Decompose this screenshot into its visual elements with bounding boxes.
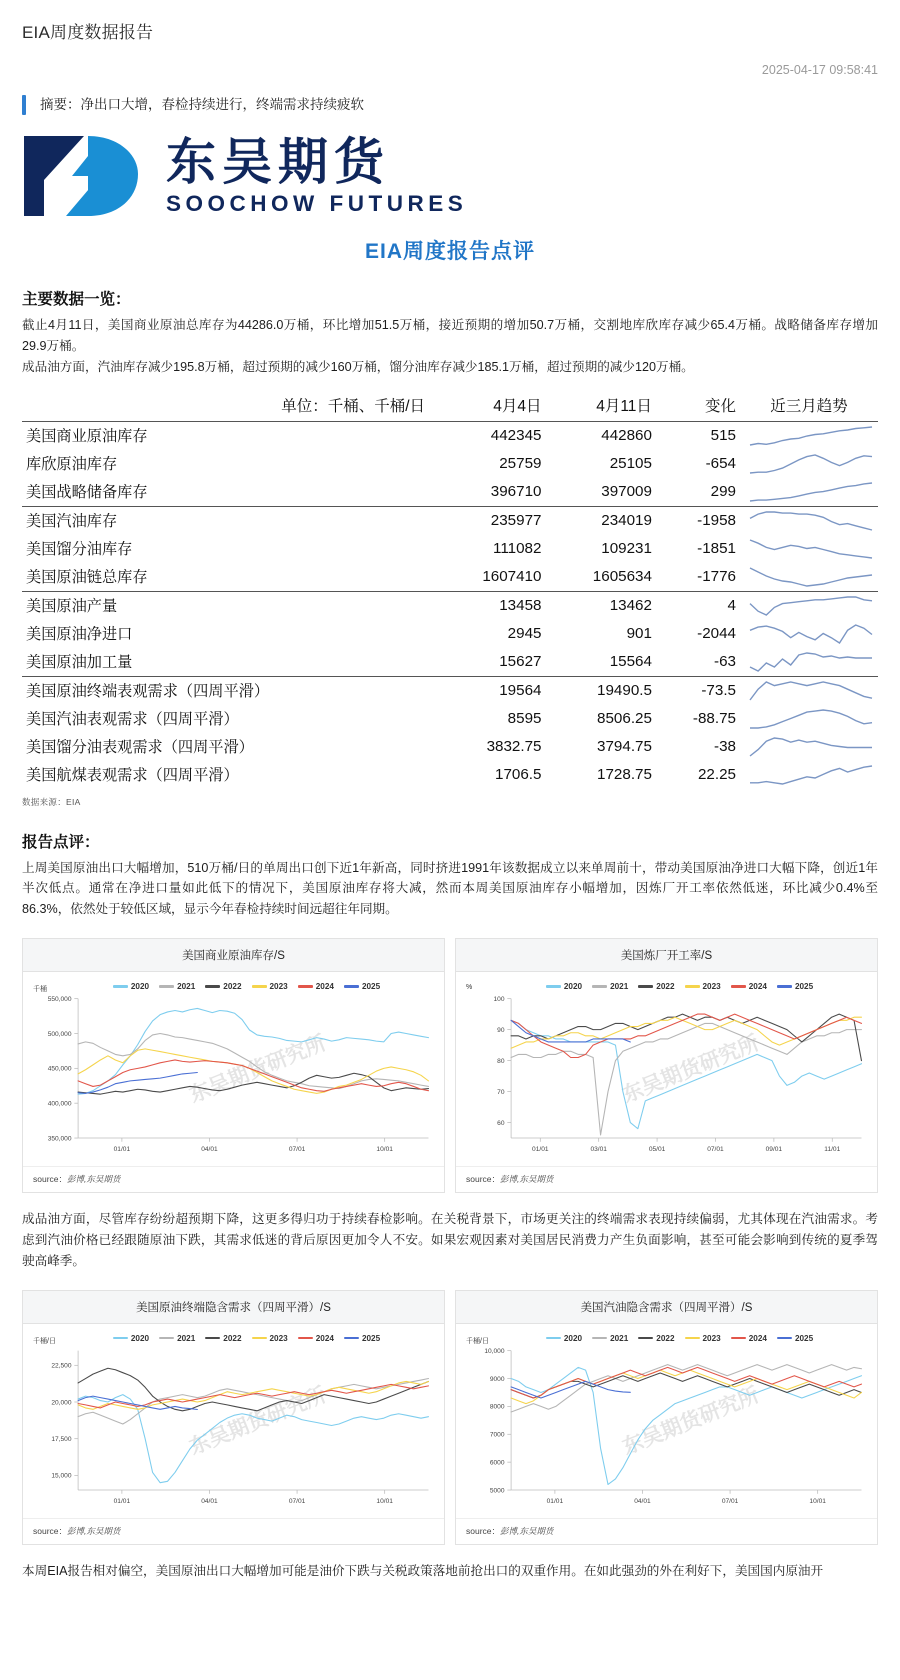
legend-item[interactable]: [685, 982, 721, 991]
row-value-date2: 442860: [601, 427, 652, 445]
row-trend-sparkline: [740, 478, 878, 507]
svg-text:07/01: 07/01: [721, 1497, 739, 1505]
chart-title: 美国原油终端隐含需求（四周平滑）/S: [23, 1291, 444, 1324]
svg-text:09/01: 09/01: [765, 1146, 783, 1154]
table-row: [22, 733, 878, 761]
chart-source-note: source：彭博,东吴期货: [456, 1166, 877, 1192]
chart-card: [455, 938, 878, 1194]
legend-swatch: [205, 1337, 220, 1339]
row-value-date2: 1728.75: [597, 766, 652, 784]
svg-text:10/01: 10/01: [376, 1146, 393, 1154]
row-value-date2: 234019: [601, 512, 652, 530]
chart-plot-area: [456, 972, 877, 1167]
chart-row-bottom: [22, 1290, 878, 1546]
chart-title: 美国炼厂开工率/S: [456, 939, 877, 972]
legend-swatch: [159, 985, 174, 987]
row-trend-sparkline: [740, 450, 878, 478]
svg-text:04/01: 04/01: [201, 1146, 218, 1154]
legend-label: 2024: [748, 981, 767, 991]
legend-item[interactable]: [159, 982, 195, 991]
legend-label: 2023: [702, 1333, 721, 1343]
row-trend-sparkline: [740, 761, 878, 789]
row-value-date2: 25105: [609, 455, 652, 473]
row-value-change: -38: [714, 738, 736, 756]
legend-swatch: [638, 1337, 653, 1339]
legend-item[interactable]: [685, 1334, 721, 1343]
legend-item[interactable]: [731, 1334, 767, 1343]
row-trend-sparkline: [740, 421, 878, 450]
chart-y-unit-label: %: [466, 983, 473, 991]
soochow-logo-icon: [22, 134, 152, 218]
legend-item[interactable]: [592, 1334, 628, 1343]
column-header-change: 变化: [704, 397, 736, 415]
row-value-date2: 3794.75: [597, 738, 652, 756]
row-value-date2: 19490.5: [597, 682, 652, 700]
legend-item[interactable]: [638, 1334, 674, 1343]
comment-paragraph-3: 本周EIA报告相对偏空，美国原油出口大幅增加可能是油价下跌与关税政策落地前抢出口的双重作用。在如此强劲的外在利好下，美国国内原油开: [22, 1564, 824, 1579]
legend-swatch: [159, 1337, 174, 1339]
legend-swatch: [685, 1337, 700, 1339]
row-value-date2: 109231: [601, 540, 652, 558]
row-trend-sparkline: [740, 648, 878, 677]
svg-text:01/01: 01/01: [113, 1146, 131, 1154]
row-value-date2: 15564: [545, 648, 655, 677]
legend-label: 2024: [748, 1333, 767, 1343]
svg-text:04/01: 04/01: [201, 1497, 218, 1505]
column-header-date2: 4月11日: [596, 397, 652, 415]
row-value-date1: 1706.5: [495, 766, 542, 784]
legend-label: 2020: [130, 1333, 150, 1343]
row-value-date2: 1605634: [545, 563, 655, 592]
legend-swatch: [113, 1337, 128, 1339]
svg-text:8000: 8000: [489, 1403, 505, 1411]
page-title: EIA周度数据报告: [22, 23, 154, 42]
row-trend-sparkline: [740, 733, 878, 761]
svg-text:04/01: 04/01: [634, 1497, 651, 1505]
svg-text:550,000: 550,000: [47, 995, 72, 1003]
svg-text:6000: 6000: [489, 1459, 505, 1467]
svg-text:东吴期货研究所: 东吴期货研究所: [185, 1030, 330, 1107]
legend-item[interactable]: [731, 982, 767, 991]
row-value-change: -73.5: [701, 682, 736, 700]
row-trend-sparkline: [740, 591, 878, 620]
eia-data-table: [22, 392, 878, 789]
row-label: 美国商业原油库存: [26, 428, 148, 446]
chart-row-top: [22, 938, 878, 1194]
legend-swatch: [344, 1337, 359, 1339]
comment-heading: 报告点评：: [22, 833, 100, 851]
svg-text:03/01: 03/01: [590, 1146, 607, 1154]
brand-text: [166, 133, 468, 217]
row-value-date2: 13462: [609, 597, 652, 615]
chart-title: 美国商业原油库存/S: [23, 939, 444, 972]
data-overview-paragraph-1: 截止4月11日，美国商业原油总库存为44286.0万桶，环比增加51.5万桶，接近预期的增加50.7万桶，交割地库欣库存减少65.4万桶。战略储备库存增加29.9万桶。: [22, 318, 878, 354]
row-label: 美国馏分油表观需求（四周平滑）: [26, 739, 254, 757]
legend-label: 2025: [361, 1333, 381, 1343]
chart-svg: [464, 993, 869, 1163]
abstract-text: 摘要：净出口大增，春检持续进行，终端需求持续疲软: [40, 97, 364, 112]
svg-text:07/01: 07/01: [288, 1497, 306, 1505]
chart-series-2022: [511, 1014, 861, 1061]
legend-item[interactable]: [113, 1334, 149, 1343]
row-trend-sparkline: [740, 506, 878, 535]
row-value-change: 515: [710, 427, 736, 445]
chart-legend: [31, 982, 436, 991]
svg-text:450,000: 450,000: [47, 1065, 72, 1073]
table-source-note: 数据来源：EIA: [22, 796, 81, 807]
chart-series-2025: [78, 1072, 197, 1093]
abstract-block: [22, 95, 878, 115]
row-value-date2: 397009: [545, 478, 655, 507]
legend-swatch: [546, 1337, 561, 1339]
table-header: [22, 392, 878, 422]
chart-series-2022: [511, 1373, 861, 1398]
svg-text:东吴期货研究所: 东吴期货研究所: [185, 1382, 330, 1459]
row-value-change: -88.75: [692, 710, 736, 728]
row-value-change: 299: [656, 478, 740, 507]
legend-item[interactable]: [252, 1334, 288, 1343]
legend-item[interactable]: [298, 982, 334, 991]
chart-y-unit-label: 千桶/日: [33, 1337, 56, 1345]
svg-text:07/01: 07/01: [707, 1146, 724, 1154]
table-row: [22, 478, 878, 507]
row-value-change: -654: [705, 455, 736, 473]
row-value-change: -2044: [697, 625, 736, 643]
chart-svg: [464, 1345, 869, 1515]
row-value-date1: 3832.75: [486, 738, 542, 756]
chart-card: [22, 938, 445, 1194]
row-label: 美国原油链总库存: [22, 563, 435, 592]
row-value-date1: 396710: [435, 478, 545, 507]
row-label: 美国原油产量: [26, 598, 118, 616]
chart-plot-area: [23, 972, 444, 1167]
row-value-date1: 25759: [499, 455, 542, 473]
chart-svg: [31, 1345, 436, 1515]
table-body: [22, 421, 878, 789]
legend-swatch: [298, 1337, 313, 1339]
legend-swatch: [344, 985, 359, 987]
column-header-trend: 近三月趋势: [770, 397, 848, 415]
svg-text:7000: 7000: [489, 1431, 505, 1439]
table-row: [22, 563, 878, 592]
chart-series-2024: [78, 1384, 428, 1408]
legend-item[interactable]: [205, 982, 241, 991]
legend-label: 2020: [563, 981, 583, 991]
row-trend-sparkline: [740, 676, 878, 705]
svg-text:350,000: 350,000: [47, 1135, 72, 1143]
data-overview-paragraph-2: 成品油方面，汽油库存减少195.8万桶，超过预期的减少160万桶，馏分油库存减少185.1万桶，超过预期的减少120万桶。: [22, 359, 694, 374]
legend-label: 2023: [702, 981, 721, 991]
legend-label: 2020: [563, 1333, 583, 1343]
row-value-change: 22.25: [697, 766, 736, 784]
row-value-date2: 901: [626, 625, 652, 643]
row-trend-sparkline: [740, 563, 878, 592]
legend-swatch: [685, 985, 700, 987]
table-row: [22, 620, 878, 648]
row-label: 美国航煤表观需求（四周平滑）: [26, 767, 239, 785]
chart-source-note: source：彭博,东吴期货: [23, 1518, 444, 1544]
chart-series-2023: [511, 1370, 861, 1403]
table-row: [22, 676, 878, 705]
svg-text:01/01: 01/01: [532, 1146, 549, 1154]
row-label: 美国原油终端表观需求（四周平滑）: [26, 683, 269, 701]
brand-logo: [22, 133, 900, 219]
row-label: 库欣原油库存: [26, 456, 118, 474]
table-row: [22, 761, 878, 789]
row-label: 美国馏分油库存: [26, 541, 133, 559]
row-trend-sparkline: [740, 620, 878, 648]
row-value-date1: 13458: [499, 597, 542, 615]
legend-item[interactable]: [113, 982, 149, 991]
legend-item[interactable]: [344, 1334, 380, 1343]
legend-label: 2023: [269, 981, 288, 991]
legend-label: 2022: [656, 981, 675, 991]
column-header-unit: 单位：千桶、千桶/日: [281, 397, 425, 415]
legend-label: 2020: [130, 981, 150, 991]
legend-swatch: [777, 985, 792, 987]
row-trend-sparkline: [740, 705, 878, 733]
legend-label: 2022: [656, 1333, 675, 1343]
legend-item[interactable]: [777, 982, 813, 991]
legend-label: 2022: [223, 981, 242, 991]
chart-source-note: source：彭博,东吴期货: [23, 1166, 444, 1192]
row-value-date1: 15627: [435, 648, 545, 677]
svg-text:10/01: 10/01: [809, 1497, 826, 1505]
row-value-change: 4: [727, 597, 736, 615]
row-value-change: -1851: [697, 540, 736, 558]
svg-text:10,000: 10,000: [484, 1347, 505, 1355]
legend-item[interactable]: [159, 1334, 195, 1343]
row-value-date1: 8595: [507, 710, 542, 728]
legend-swatch: [592, 985, 607, 987]
chart-card: [22, 1290, 445, 1546]
legend-swatch: [205, 985, 220, 987]
row-value-change: -63: [656, 648, 740, 677]
legend-item[interactable]: [777, 1334, 813, 1343]
timestamp: 2025-04-17 09:58:41: [761, 63, 878, 77]
legend-item[interactable]: [298, 1334, 334, 1343]
legend-swatch: [252, 1337, 267, 1339]
svg-text:05/01: 05/01: [648, 1146, 666, 1154]
svg-text:500,000: 500,000: [47, 1030, 72, 1038]
chart-title: 美国汽油隐含需求（四周平滑）/S: [456, 1291, 877, 1324]
row-label: 美国原油加工量: [22, 648, 435, 677]
report-title: EIA周度报告点评: [364, 240, 535, 264]
row-label: 美国原油净进口: [26, 626, 133, 644]
legend-item[interactable]: [546, 1334, 582, 1343]
legend-label: 2025: [361, 981, 381, 991]
row-value-date1: 19564: [499, 682, 542, 700]
legend-label: 2024: [315, 1333, 334, 1343]
chart-source-note: source：彭博,东吴期货: [456, 1518, 877, 1544]
legend-item[interactable]: [546, 982, 582, 991]
legend-label: 2021: [610, 981, 629, 991]
row-value-change: -1776: [656, 563, 740, 592]
legend-label: 2021: [610, 1333, 629, 1343]
svg-text:01/01: 01/01: [546, 1497, 564, 1505]
table-row: [22, 506, 878, 535]
table-row: [22, 421, 878, 450]
legend-swatch: [113, 985, 128, 987]
svg-text:22,500: 22,500: [51, 1362, 72, 1370]
legend-swatch: [777, 1337, 792, 1339]
comment-paragraph-2: 成品油方面，尽管库存纷纷超预期下降，这更多得归功于持续春检影响。在关税背景下，市场更关注的终端需求表现持续偏弱，尤其体现在汽油需求。考虑到汽油价格已经跟随原油下跌，其需求低迷的背后原因更加令人不安。如果宏观因素对美国居民消费力产生负面影响，甚至可能会影响到传统的夏季驾驶高峰季。: [22, 1212, 878, 1268]
data-overview-heading: 主要数据一览：: [22, 291, 131, 309]
chart-legend: [464, 982, 869, 991]
legend-item[interactable]: [638, 982, 674, 991]
row-trend-sparkline: [740, 535, 878, 563]
svg-text:10/01: 10/01: [376, 1497, 393, 1505]
brand-name-en: SOOCHOW FUTURES: [166, 190, 468, 216]
chart-y-unit-label: 千桶: [33, 985, 47, 993]
chart-plot-area: [23, 1324, 444, 1519]
legend-item[interactable]: [205, 1334, 241, 1343]
row-value-change: -1958: [697, 512, 736, 530]
chart-series-2024: [511, 1367, 861, 1398]
legend-label: 2025: [794, 1333, 814, 1343]
svg-text:01/01: 01/01: [113, 1497, 131, 1505]
table-row: [22, 648, 878, 677]
legend-label: 2023: [269, 1333, 288, 1343]
legend-swatch: [731, 985, 746, 987]
row-label: 美国汽油库存: [26, 513, 118, 531]
row-value-date1: 111082: [493, 540, 542, 558]
svg-text:15,000: 15,000: [51, 1472, 72, 1480]
comment-paragraph-1: 上周美国原油出口大幅增加，510万桶/日的单周出口创下近1年新高，同时挤进1991年该数据成立以来单周前十，带动美国原油净进口大幅下降，创近1年半次低点。通常在净进口量如此低下的情况下，美国原油库存将大减，然而本周美国原油库存小幅增加，因炼厂开工率依然低迷，环比减少0.4%至86.3%，依然处于较低区域，显示今年春检持续时间远超往年同期。: [22, 860, 878, 917]
document-header: [0, 0, 900, 43]
svg-text:20,000: 20,000: [51, 1399, 72, 1407]
legend-swatch: [592, 1337, 607, 1339]
legend-swatch: [638, 985, 653, 987]
legend-item[interactable]: [592, 982, 628, 991]
brand-name-cn: 东吴期货: [166, 133, 390, 191]
legend-swatch: [252, 985, 267, 987]
row-value-date1: 1607410: [435, 563, 545, 592]
legend-swatch: [546, 985, 561, 987]
row-value-date1: 442345: [490, 427, 542, 445]
legend-item[interactable]: [344, 982, 380, 991]
row-value-date1: 2945: [507, 625, 542, 643]
svg-text:07/01: 07/01: [288, 1146, 306, 1154]
legend-label: 2025: [794, 981, 814, 991]
document-body: [0, 287, 900, 1582]
chart-legend: [464, 1334, 869, 1343]
svg-text:5000: 5000: [489, 1487, 505, 1495]
svg-text:400,000: 400,000: [47, 1100, 72, 1108]
table-row: [22, 705, 878, 733]
legend-item[interactable]: [252, 982, 288, 991]
svg-text:9000: 9000: [489, 1375, 505, 1383]
legend-label: 2021: [177, 1333, 196, 1343]
svg-text:100: 100: [493, 995, 505, 1003]
chart-plot-area: [456, 1324, 877, 1519]
svg-text:11/01: 11/01: [824, 1146, 841, 1154]
svg-text:东吴期货研究所: 东吴期货研究所: [618, 1382, 763, 1459]
table-row: [22, 591, 878, 620]
svg-text:60: 60: [497, 1119, 505, 1127]
svg-text:80: 80: [497, 1057, 505, 1065]
chart-legend: [31, 1334, 436, 1343]
row-value-date1: 235977: [490, 512, 542, 530]
svg-text:17,500: 17,500: [51, 1435, 72, 1443]
row-label: 美国战略储备库存: [22, 478, 435, 507]
legend-label: 2022: [223, 1333, 242, 1343]
chart-svg: [31, 993, 436, 1163]
legend-swatch: [298, 985, 313, 987]
column-header-date1: 4月4日: [493, 397, 542, 415]
table-row: [22, 535, 878, 563]
row-label: 美国汽油表观需求（四周平滑）: [26, 711, 239, 729]
table-row: [22, 450, 878, 478]
svg-text:70: 70: [497, 1088, 505, 1096]
svg-text:东吴期货研究所: 东吴期货研究所: [618, 1030, 763, 1107]
chart-card: [455, 1290, 878, 1546]
svg-text:90: 90: [497, 1026, 505, 1034]
chart-y-unit-label: 千桶/日: [466, 1337, 489, 1345]
legend-label: 2021: [177, 981, 196, 991]
row-value-date2: 8506.25: [597, 710, 652, 728]
legend-swatch: [731, 1337, 746, 1339]
legend-label: 2024: [315, 981, 334, 991]
